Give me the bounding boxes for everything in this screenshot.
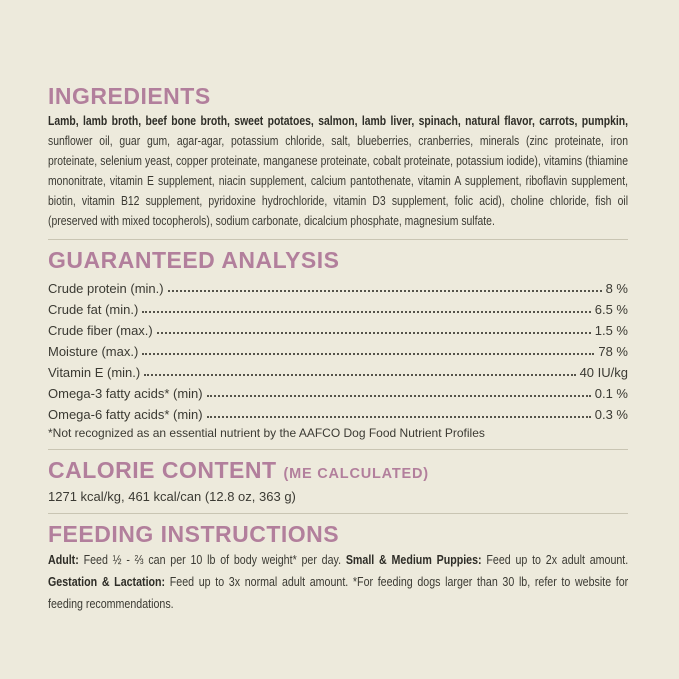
feeding-segment-adult-label: Adult: <box>48 552 79 567</box>
row-value: 78 % <box>598 344 628 359</box>
feeding-segment-gestation-label: Gestation & Lactation: <box>48 574 166 589</box>
table-row <box>48 275 628 296</box>
row-value: 1.5 % <box>594 323 628 338</box>
feeding-segment-adult-text: Feed ½ - ⅔ can per 10 lb of body weight* per day. <box>78 552 346 567</box>
section-divider <box>48 449 628 450</box>
analysis-footnote: *Not recognized as an essential nutrient by the AAFCO Dog Food Nutrient Profiles <box>48 426 485 440</box>
ingredients-text-regular: sunflower oil, guar gum, agar-agar, potassium chloride, salt, blueberries, cranberries, minerals (zinc proteinate, iron proteinate, selenium yeast, copper proteinate, manganese proteinate, cobalt proteinate, potassium iodide), vitamins (thiamine mononitrate, vitamin E supplement, niacin supplement, calcium pantothenate, vitamin A supplement, riboflavin supplement, biotin, vitamin B12 supplement, pyridoxine hydrochloride, vitamin D3 supplement, folic acid), choline chloride, fish oil (preserved with mixed tocopherols), sodium carbonate, dicalcium phosphate, magnesium sulfate. <box>48 133 628 228</box>
feeding-instructions-text <box>48 549 628 615</box>
guaranteed-analysis-section <box>48 248 628 441</box>
table-row <box>48 401 628 422</box>
table-row <box>48 338 628 359</box>
section-divider <box>48 513 628 514</box>
dot-leader <box>207 416 591 418</box>
row-label: Moisture (max.) <box>48 344 139 359</box>
feeding-instructions-heading: FEEDING INSTRUCTIONS <box>48 521 340 547</box>
row-label: Omega-3 fatty acids* (min) <box>48 386 203 401</box>
dot-leader <box>207 395 591 397</box>
dot-leader <box>142 353 594 355</box>
row-label: Crude fiber (max.) <box>48 323 153 338</box>
table-row <box>48 359 628 380</box>
feeding-segment-puppies-label: Small & Medium Puppies: <box>345 552 482 567</box>
ingredients-text-bold: Lamb, lamb broth, beef bone broth, sweet potatoes, salmon, lamb liver, spinach, natural flavor, carrots, pumpkin, <box>48 113 628 128</box>
row-value: 0.3 % <box>594 407 628 422</box>
row-label: Crude fat (min.) <box>48 302 139 317</box>
row-value: 40 IU/kg <box>579 365 628 380</box>
calorie-content-section <box>48 458 628 505</box>
dot-leader <box>144 374 575 376</box>
guaranteed-analysis-table <box>48 275 628 422</box>
row-value: 0.1 % <box>594 386 628 401</box>
row-label: Crude protein (min.) <box>48 281 164 296</box>
row-value: 8 % <box>605 281 628 296</box>
ingredients-heading: INGREDIENTS <box>48 83 211 109</box>
section-divider <box>48 239 628 240</box>
table-row <box>48 380 628 401</box>
row-value: 6.5 % <box>594 302 628 317</box>
ingredients-text <box>48 111 628 231</box>
ingredients-section <box>48 84 628 231</box>
calorie-content-heading <box>48 458 628 486</box>
dot-leader <box>157 332 591 334</box>
dot-leader <box>168 290 602 292</box>
calorie-values: 1271 kcal/kg, 461 kcal/can (12.8 oz, 363 g) <box>48 489 296 504</box>
table-row <box>48 296 628 317</box>
calorie-heading-text: CALORIE CONTENT <box>48 457 277 483</box>
dot-leader <box>142 311 590 313</box>
row-label: Omega-6 fatty acids* (min) <box>48 407 203 422</box>
feeding-instructions-section <box>48 522 628 615</box>
guaranteed-analysis-heading: GUARANTEED ANALYSIS <box>48 247 340 273</box>
feeding-segment-puppies-text: Feed up to 2x adult amount. <box>481 552 629 567</box>
row-label: Vitamin E (min.) <box>48 365 141 380</box>
feeding-segment-gestation-text: Feed up to 3x normal adult amount. *For feeding dogs larger than 30 lb, refer to website for feeding recommendations. <box>48 574 629 611</box>
calorie-heading-note: (ME CALCULATED) <box>283 466 429 482</box>
table-row <box>48 317 628 338</box>
product-label-panel <box>48 84 628 615</box>
